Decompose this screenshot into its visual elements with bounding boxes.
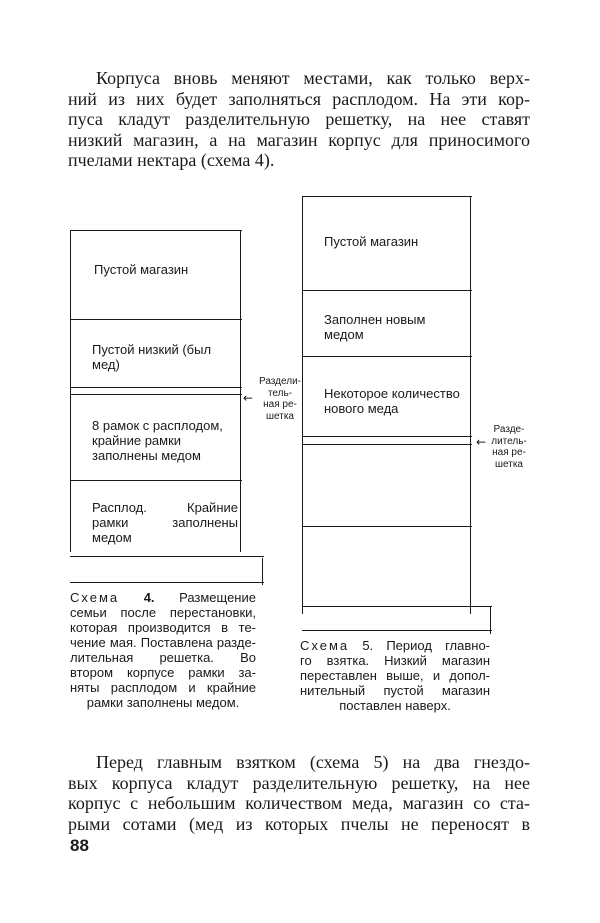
hive-wall-right — [470, 196, 471, 614]
text-line: Период главно- — [386, 638, 490, 653]
scheme4-hive-diagram — [70, 230, 264, 585]
compartment-label: Некоторое количество нового меда — [324, 386, 460, 416]
compartment-label: Пустой низкий (был мед) — [92, 342, 212, 372]
text-line: семьи после перестановки, — [70, 605, 256, 620]
hive-divider — [302, 526, 472, 527]
hive-divider — [302, 436, 472, 437]
text-line: втором корпусе рамки за- — [70, 665, 256, 680]
text-line: чение мая. Поставлена разде- — [70, 635, 256, 650]
text-line: ний из них будет заполняться расплодом. На эти кор- — [68, 88, 530, 109]
arrow-left-icon: ← — [243, 391, 254, 405]
hive-bottom-board — [302, 630, 492, 631]
text-line: шетка — [495, 458, 523, 470]
scheme4-caption — [70, 590, 256, 710]
compartment-label: Расплод. Крайние рамки заполнены медом — [92, 500, 238, 545]
text-line: которая производится в те- — [70, 620, 256, 635]
caption-number: 5. — [362, 638, 374, 653]
compartment-label: 8 рамок с расплодом, крайние рамки заполнены медом — [92, 418, 223, 463]
hive-divider — [302, 290, 472, 291]
text-line: лительная решетка. Во — [70, 650, 256, 665]
text-line: вых корпуса кладут разделительную решетку, на нее — [68, 772, 530, 793]
arrow-left-icon: ← — [476, 435, 487, 449]
text-line: Раздели- — [259, 376, 301, 387]
compartment-label: Пустой магазин — [324, 234, 419, 249]
hive-divider — [70, 556, 264, 557]
hive-bottom-board — [70, 582, 264, 583]
text-line: рамки заполнены медом. — [86, 695, 240, 710]
hive-divider — [70, 387, 242, 388]
caption-label: Схема — [300, 638, 350, 653]
text-line: няты расплодом и крайние — [70, 680, 256, 695]
page-number: 88 — [70, 836, 89, 855]
text-line: литель- — [491, 435, 527, 447]
hive-divider — [302, 356, 472, 357]
hive-divider — [70, 319, 242, 320]
queen-excluder-grid — [70, 394, 242, 395]
text-line: поставлен наверх. — [339, 698, 451, 713]
hive-wall-left — [302, 196, 303, 614]
grid-label — [255, 376, 305, 422]
hive-wall-left — [70, 230, 71, 552]
caption-label: Схема — [70, 590, 120, 605]
compartment-label: Пустой магазин — [94, 262, 189, 277]
hive-top-edge — [70, 230, 242, 231]
text-line: тель- — [267, 387, 293, 399]
paragraph-bottom — [68, 752, 530, 834]
text-line: пчелами нектара (схема 4). — [68, 150, 275, 170]
text-line: Размещение — [179, 590, 256, 605]
queen-excluder-grid — [302, 444, 472, 445]
caption-number: 4. — [143, 590, 155, 605]
scheme5-hive-diagram — [302, 196, 492, 634]
text-line: нительный пустой магазин — [300, 683, 490, 698]
grid-label — [487, 424, 531, 470]
scheme5-caption — [300, 638, 490, 713]
paragraph-top — [68, 68, 530, 171]
text-line: переставлен выше, и допол- — [300, 668, 490, 683]
text-line: Корпуса вновь меняют местами, как только верх- — [96, 68, 530, 88]
compartment-label: Заполнен новым медом — [324, 312, 426, 342]
hive-divider — [302, 606, 492, 607]
text-line: низкий магазин, а на магазин корпус для приносимого — [68, 129, 530, 150]
hive-divider — [70, 480, 242, 481]
text-line: Перед главным взятком (схема 5) на два гнездо- — [96, 752, 530, 772]
text-line: рыми сотами (мед из которых пчелы не переносят в — [68, 813, 530, 834]
hive-wall-right — [240, 230, 241, 552]
text-line: Разде- — [493, 424, 525, 435]
text-line: пуса кладут разделительную решетку, на нее ставят — [68, 109, 530, 129]
hive-top-edge — [302, 196, 472, 197]
text-line: корпус с небольшим количеством меда, магазин со ста- — [68, 793, 530, 813]
text-line: ная ре- — [492, 447, 526, 458]
text-line: шетка — [266, 410, 294, 422]
text-line: ная ре- — [263, 399, 297, 410]
text-line: го взятка. Низкий магазин — [300, 653, 490, 668]
hive-bottom-board-edge — [262, 558, 263, 585]
